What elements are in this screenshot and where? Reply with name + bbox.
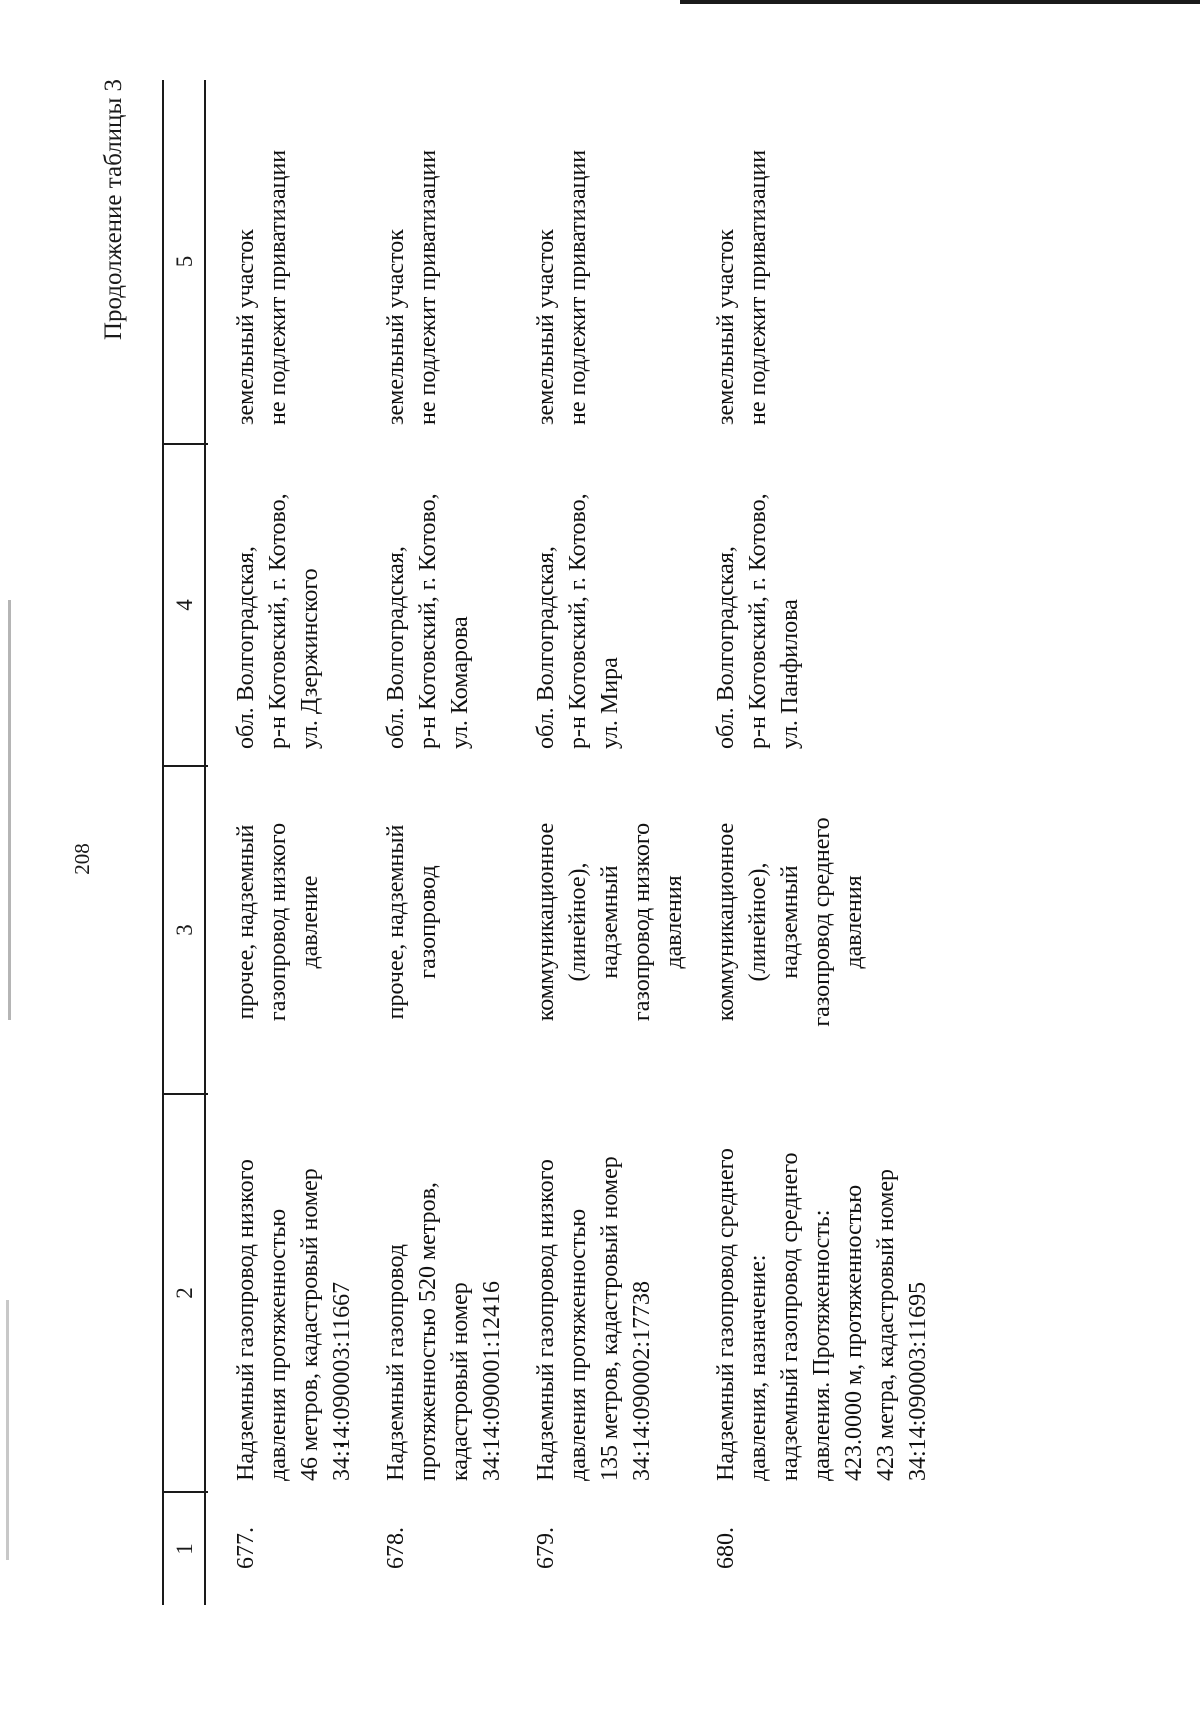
object-name: Надземный газопровод среднего давления, назначение: надземный газопровод среднего давления. Протяженность: 423.0000 м, протяженностью 423 метра, кадастровый номер 34:14:090003:11695 xyxy=(713,1148,931,1481)
row-number: 678. xyxy=(383,1527,409,1569)
object-address: обл. Волгоградская, р-н Котовский, г. Котово, ул. Мира xyxy=(533,493,623,749)
object-type: прочее, надземный газопровод низкого давление xyxy=(233,822,323,1022)
object-note: земельный участок не подлежит приватизации xyxy=(383,149,441,425)
object-address: обл. Волгоградская, р-н Котовский, г. Котово, ул. Комарова xyxy=(383,493,473,749)
object-name: Надземный газопровод низкого давления протяженностью 135 метров, кадастровый номер 34:14:090002:17738 xyxy=(533,1156,655,1481)
object-note: земельный участок не подлежит приватизации xyxy=(533,149,591,425)
header-col-3: 3 xyxy=(172,924,197,936)
header-col-4: 4 xyxy=(172,599,197,611)
object-address: обл. Волгоградская, р-н Котовский, г. Котово, ул. Дзержинского xyxy=(233,493,323,749)
object-note: земельный участок не подлежит приватизации xyxy=(233,149,291,425)
row-number: 677. xyxy=(233,1527,259,1569)
page-number: 208 xyxy=(70,843,94,875)
object-note: земельный участок не подлежит приватизации xyxy=(713,149,771,425)
object-type: коммуникационное (линейное), надземный газопровод низкого давления xyxy=(533,822,687,1022)
row-number: 679. xyxy=(533,1527,559,1569)
object-name: Надземный газопровод низкого давления протяженностью 46 метров, кадастровый номер 34:14:090003:11667 xyxy=(233,1159,355,1481)
continuation-title: Продолжение таблицы 3 xyxy=(100,79,127,341)
object-name: Надземный газопровод протяженностью 520 метров, кадастровый номер 34:14:090001:12416 xyxy=(383,1182,505,1481)
header-col-5: 5 xyxy=(172,255,197,268)
object-type: прочее, надземный газопровод xyxy=(383,824,441,1020)
header-col-2: 2 xyxy=(172,1287,197,1299)
table-header-row xyxy=(162,80,206,1605)
row-number: 680. xyxy=(713,1527,739,1569)
object-address: обл. Волгоградская, р-н Котовский, г. Котово, ул. Панфилова xyxy=(713,493,803,749)
header-col-1: 1 xyxy=(172,1543,197,1555)
object-type: коммуникационное (линейное), надземный газопровод среднего давления xyxy=(713,817,867,1027)
